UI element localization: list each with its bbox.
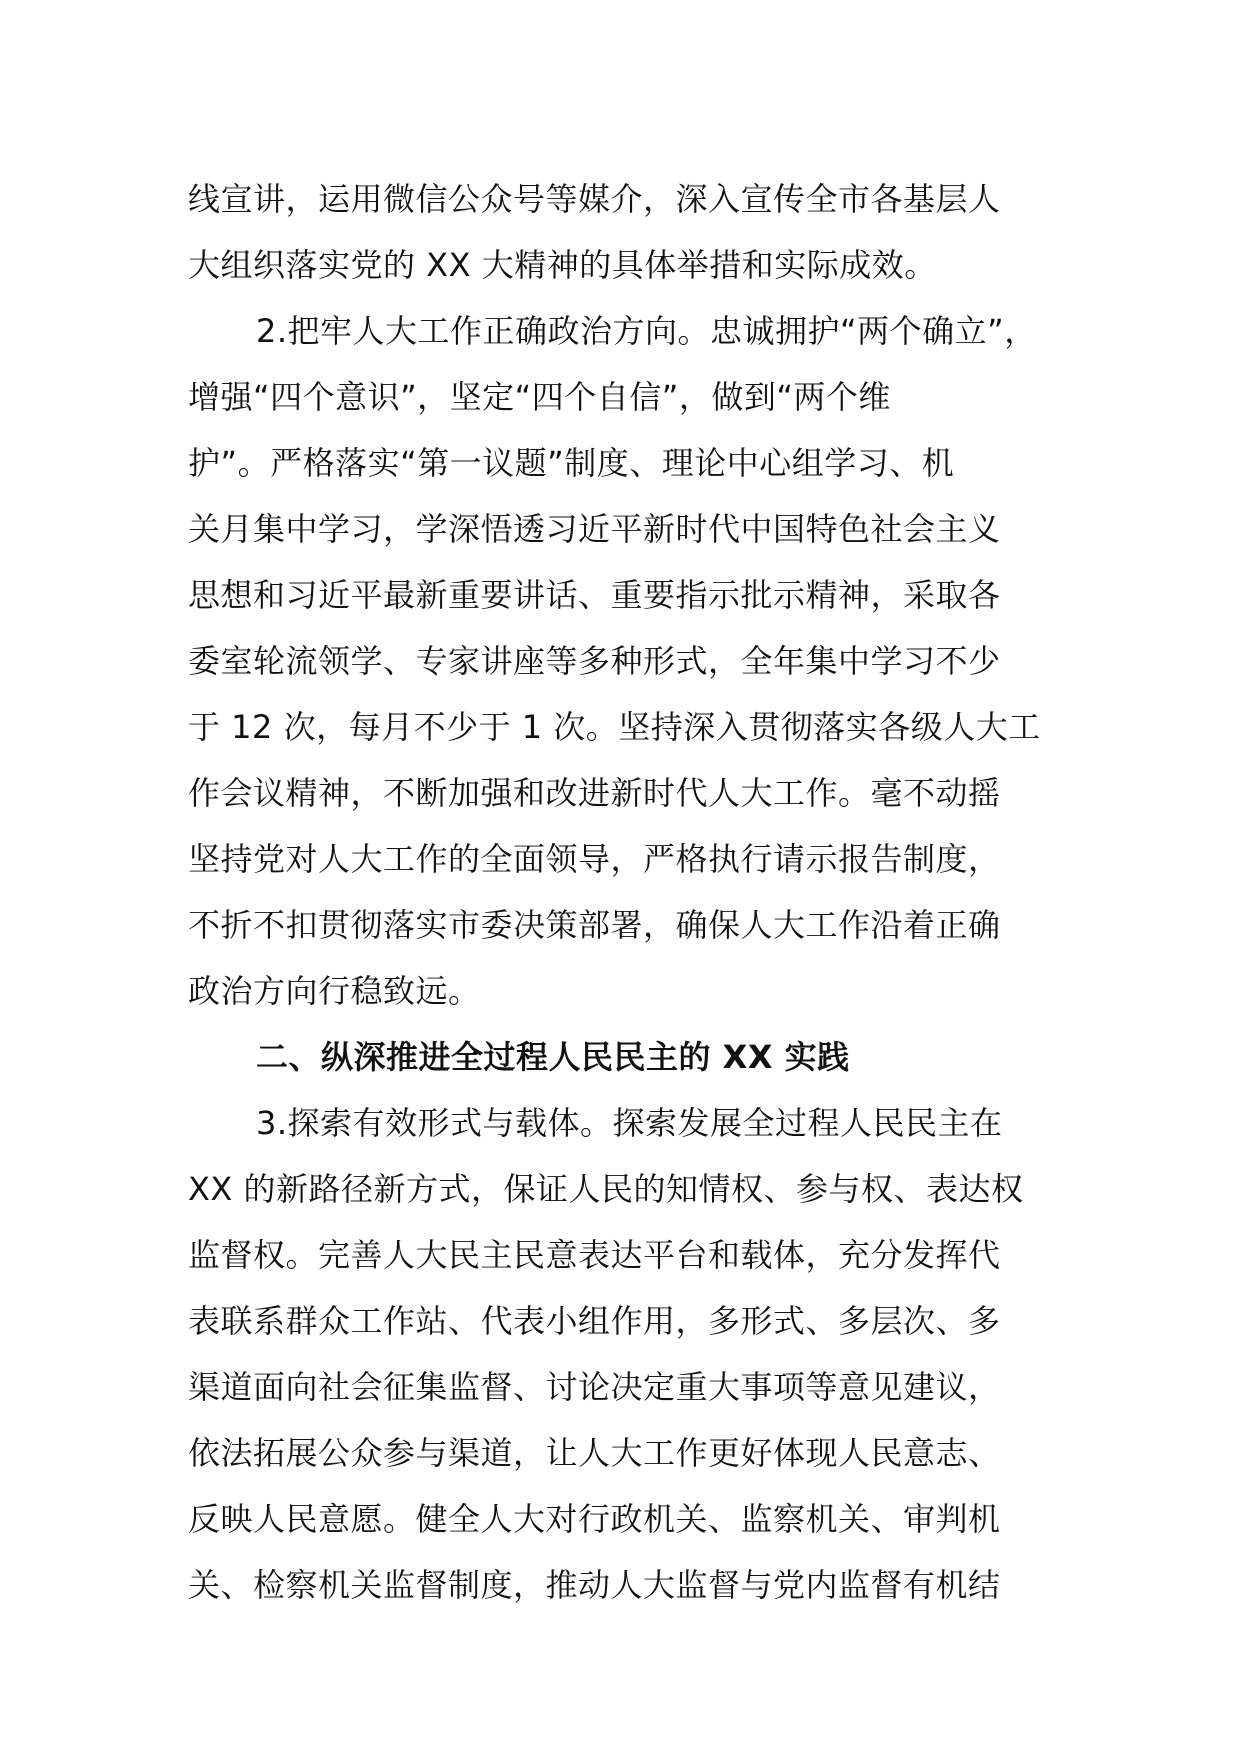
text-line: 思想和习近平最新重要讲话、重要指示批示精神，采取各 [188, 576, 1001, 614]
text-line: 增强“四个意识”，坚定“四个自信”，做到“两个维 [188, 378, 891, 416]
text-line: 委室轮流领学、专家讲座等多种形式，全年集中学习不少 [188, 642, 1001, 680]
text-line: 3.探索有效形式与载体。探索发展全过程人民民主在 [256, 1104, 1003, 1142]
text-line: 不折不扣贯彻落实市委决策部署，确保人大工作沿着正确 [188, 906, 1001, 944]
text-line: 线宣讲，运用微信公众号等媒介，深入宣传全市各基层人 [188, 180, 1001, 218]
text-line: XX 的新路径新方式，保证人民的知情权、参与权、表达权 [188, 1170, 1024, 1208]
text-line: 关、检察机关监督制度，推动人大监督与党内监督有机结 [188, 1566, 1001, 1604]
text-line: 于 12 次，每月不少于 1 次。坚持深入贯彻落实各级人大工 [188, 708, 1041, 746]
text-line: 关月集中学习，学深悟透习近平新时代中国特色社会主义 [188, 510, 1001, 548]
text-line: 2.把牢人大工作正确政治方向。忠诚拥护“两个确立”， [256, 312, 1037, 350]
text-line: 作会议精神，不断加强和改进新时代人大工作。毫不动摇 [188, 774, 1001, 812]
text-line: 依法拓展公众参与渠道，让人大工作更好体现人民意志、 [188, 1434, 1001, 1472]
document-body [188, 166, 1088, 1618]
text-line: 坚持党对人大工作的全面领导，严格执行请示报告制度， [188, 840, 1001, 878]
text-line: 表联系群众工作站、代表小组作用，多形式、多层次、多 [188, 1302, 1001, 1340]
text-line: 渠道面向社会征集监督、讨论决定重大事项等意见建议， [188, 1368, 1001, 1406]
text-line: 大组织落实党的 XX 大精神的具体举措和实际成效。 [188, 246, 937, 284]
text-line: 反映人民意愿。健全人大对行政机关、监察机关、审判机 [188, 1500, 1001, 1538]
text-line: 监督权。完善人大民主民意表达平台和载体，充分发挥代 [188, 1236, 1001, 1274]
text-line: 政治方向行稳致远。 [188, 972, 481, 1010]
section-heading: 二、纵深推进全过程人民民主的 XX 实践 [256, 1038, 850, 1076]
text-line: 护”。严格落实“第一议题”制度、理论中心组学习、机 [188, 444, 955, 482]
